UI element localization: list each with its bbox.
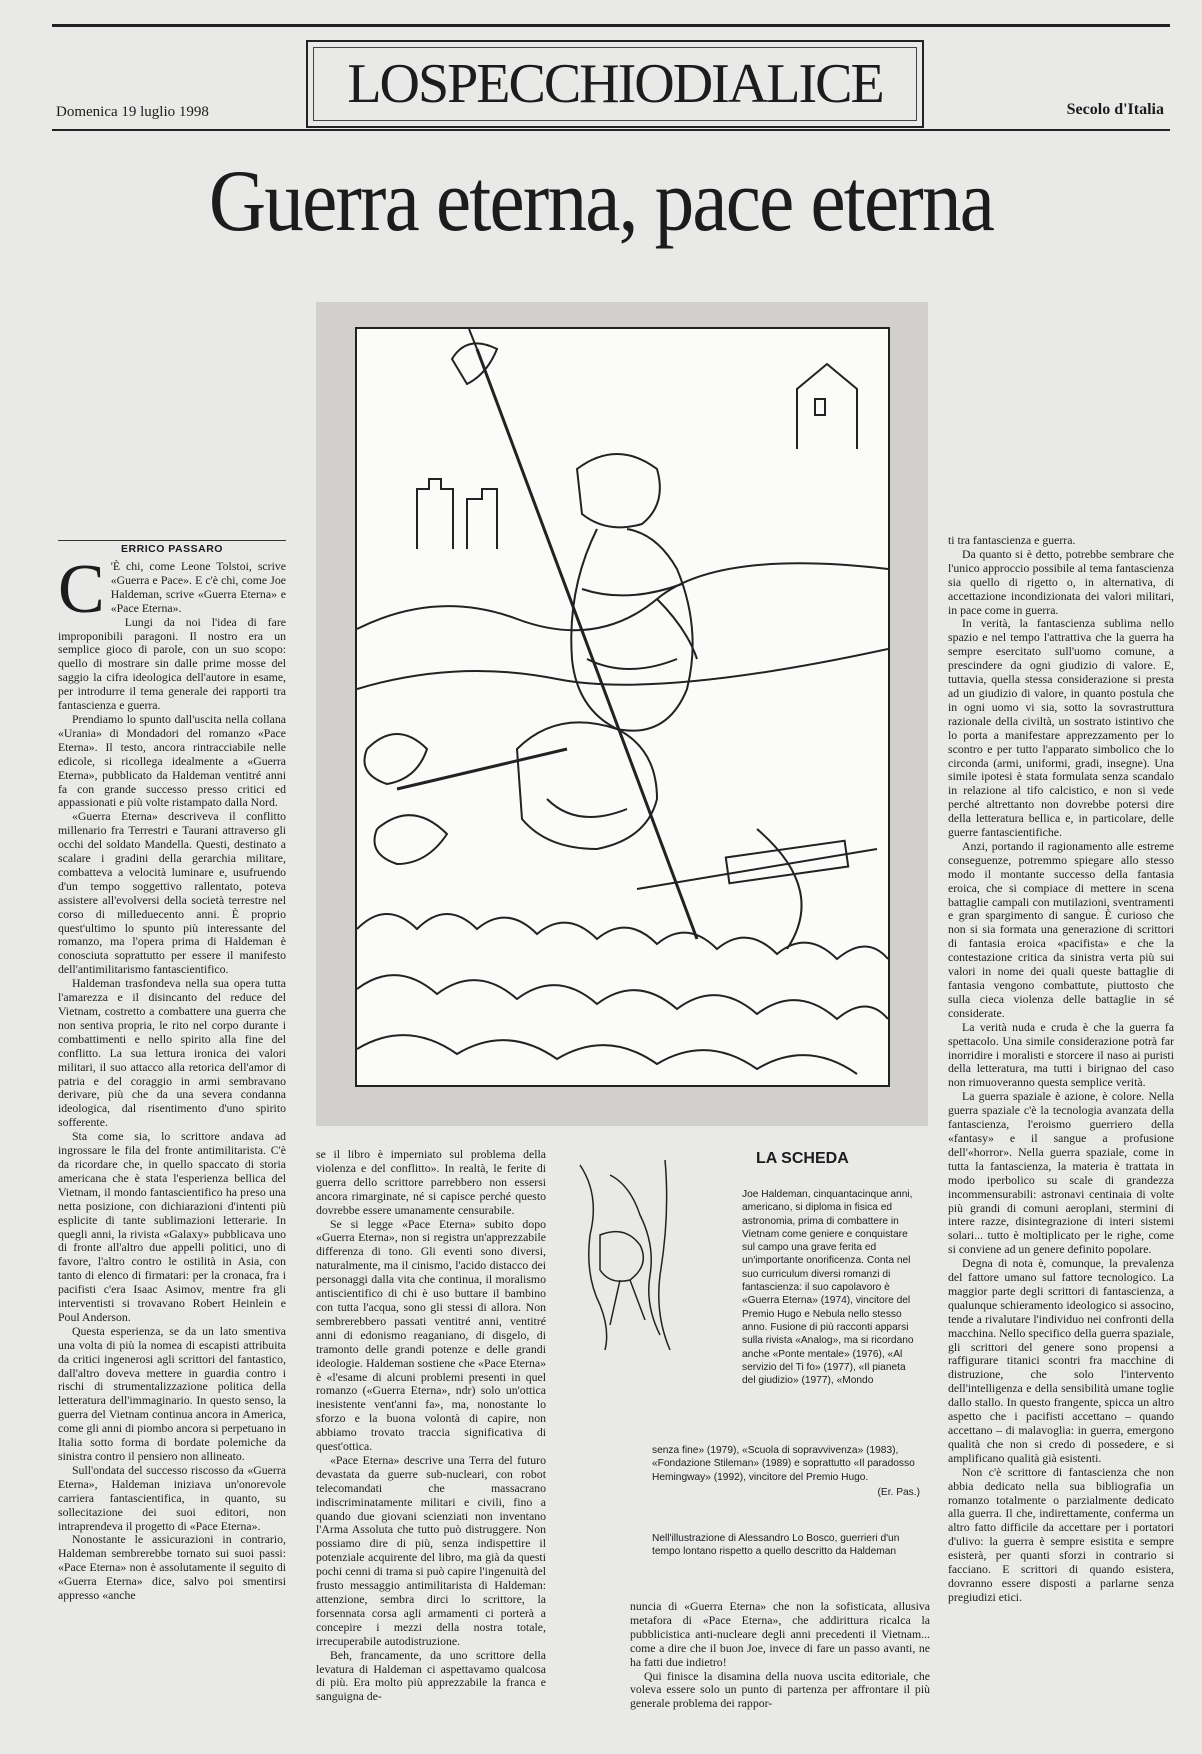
illustration-caption: Nell'illustrazione di Alessandro Lo Bosco, guerrieri d'un tempo lontano rispetto a quello descritto da Haldeman <box>652 1533 900 1558</box>
masthead-box <box>306 40 924 128</box>
paragraph: Non c'è scrittore di fantascienza che non abbia dedicato nella sua bibliografia un romanzo totalmente o parzialmente dedicato alla guerra. Il che, indirettamente, conferma un altro fatto difficile da accettare per i portatori d'ulivo: la guerra è sempre esistita e sempre esisterà, per quanti sforzi in contrario si facciano. E scrittori di quando esistera, dovranno essere disposti a parlarne senza pregiudizi etici. <box>948 1464 1174 1604</box>
paragraph: Prendiamo lo spunto dall'uscita nella collana «Urania» di Mondadori del romanzo «Pace Eterna». Il testo, ancora rintracciabile nelle edicole, si ricollega idealmente a «Guerra Eterna», pubblicato da Haldeman ventitré anni fa con grande successo presso critici ed appassionati e più volte ristampato dalla Nord. <box>58 711 286 810</box>
paragraph: ti tra fantascienza e guerra. <box>948 533 1076 547</box>
scheda-signature: (Er. Pas.) <box>877 1487 920 1498</box>
article-column-3-bottom <box>630 1600 930 1740</box>
scheda-title: LA SCHEDA <box>756 1150 849 1167</box>
paragraph: La verità nuda e cruda è che la guerra fa spettacolo. Una simile considerazione potrà far inorridire i moralisti e storcere il naso ai puristi della letteratura, ma tutti i birignao del caso non rimuoveranno questa semplice verità. <box>948 1019 1174 1090</box>
small-warrior-illustration-icon <box>570 1155 678 1355</box>
paragraph: Anzi, portando il ragionamento alle estreme conseguenze, potremmo spiegare allo stesso modo il montante successo della fantasia eroica, che si compiace di mettere in scena battaglie campali con mutilazioni, sventramenti e gran spargimento di sangue. È curioso che non si sia formata una generazione di scrittori di fantasia eroica «pacifista» e che la contestazione critica da sinistra verta più sui valori in nome dei quali queste battaglie di fantasia vengono combattute, piuttosto che sulla cieca violenza delle battaglie in sé considerate. <box>948 838 1174 1020</box>
warrior-illustration <box>355 327 890 1087</box>
paragraph: Sta come sia, lo scrittore andava ad ingrossare le fila del fronte antimilitarista. C'è da ricordare che, in quello spaccato di storia americana che è stata l'esperienza bellica del Vietnam, il mondo fantascientifico ha preso una netta posizione, con dichiarazioni d'intenti più esplicite di tante sublimazioni letterarie. In quegli anni, la rivista «Galaxy» pubblicava uno di fronte all'altro due appelli politici, uno di favore, l'altro contro le ostilità in Asia, con tanto di elenco di firmatari: per la cronaca, fra i pacifisti c'era Isaac Asimov, mentre fra gli interventisti si trovavano Robert Heinlein e Poul Anderson. <box>58 1129 286 1324</box>
paragraph: La guerra spaziale è azione, è colore. Nella guerra spaziale c'è la tecnologia avanzata della fantascienza, l'eroismo guerriero della «fantasy» e il sangue a profusione dell'«horror». Nella guerra spaziale, come in tutta la fantascienza, la materia è trattata in modo iperbolico su scale di grandezza incommensurabili: astronavi centinaia di volte più grandi di comuni aeroplani, stermini di intere razze, disintegrazione di interi sistemi solari... tutto è moltiplicato per le righe, come si conviene ad un genere definito popolare. <box>948 1089 1174 1257</box>
paragraph: se il libro è imperniato sul problema della violenza e del conflitto». In realtà, le ferite di guerra dello scrittore parrebbero non essersi ancora rimarginate, né si capisce perché questo dovrebbe essere umanamente censurabile. <box>316 1147 546 1217</box>
scheda-text: Joe Haldeman, cinquantacinque anni, americano, si diploma in fisica ed astronomia, prima di combattere in Vietnam come geniere e conquistare sul campo una grave ferita ed un'importante onorificenza. Conta nel suo curriculum diversi romanzi di fantascienza: il suo capolavoro è «Guerra Eterna» (1974), vincitore del Premio Hugo e Nebula nello stesso anno. Fusione di più racconti apparsi sulla rivista «Analog», ma si ricordano anche «Ponte mentale» (1976), «Al servizio del Ti fo» (1977), «Il pianeta del giudizio» (1977), «Mondo <box>742 1189 914 1387</box>
paragraph: nuncia di «Guerra Eterna» che non la sofisticata, allusiva metafora di «Pace Eterna», che addirittura ricalca la pubblicistica anti-nucleare degli anni precedenti il Vietnam... come a dire che il buon Joe, invece di fare un passo avanti, ne ha fatti due indietro! <box>630 1599 930 1669</box>
paragraph: Qui finisce la disamina della nuova uscita editoriale, che voleva essere solo un punto di partenza per affrontare il più generale problema dei rappor- <box>630 1668 930 1711</box>
headline: Guerra eterna, pace eterna <box>208 153 994 250</box>
paragraph: Nonostante le assicurazioni in contrario, Haldeman sembrerebbe tornato sui suoi passi: «Pace Eterna» non è assolutamente il seguito di «Guerra Eterna» dice, salvo poi smentirsi appresso «anche <box>58 1532 286 1603</box>
newspaper-name: Secolo d'Italia <box>1066 101 1164 118</box>
paragraph: «Pace Eterna» descrive una Terra del futuro devastata da guerre sub-nucleari, con robot telecomandati che massacrano indiscriminatamente militari e civili, fino a quando due giovani scienziati non inventano l'Arma Assoluta che tutto può distruggere. Non possiamo dire di più, senza indispettire il potenziale acquirente del libro, ma già da questi pochi cenni di trama si può capire l'ingenuità del frusto messaggio antimilitarista di Haldeman: attenzione, sembra dirci lo scrittore, la forsennata corsa agli armamenti ci porterà a concepire i mezzi della nostra totale, irrecuperabile autodistruzione. <box>316 1452 546 1648</box>
warrior-drawing-icon <box>357 329 888 1085</box>
article-column-2 <box>316 1148 546 1738</box>
paragraph: Da quanto si è detto, potrebbe sembrare che l'unico approccio possibile al tema fantascienza sia quello di rigetto o, in alternativa, di accettazione incondizionata dei valori militari, in pace come in guerra. <box>948 546 1174 617</box>
drop-cap: C <box>58 551 105 628</box>
paragraph: Sull'ondata del successo riscosso da «Guerra Eterna», Haldeman iniziava un'onorevole carriera fantascientifica, in quanto, su sollecitazione dei suoi editori, non intraprendeva il progetto di «Pace Eterna». <box>58 1462 286 1533</box>
paragraph: Lungi da noi l'idea di fare improponibili paragoni. Il nostro era un semplice gioco di parole, con un suo scopo: quello di mostrare sin dalle prime mosse del saggio la cifra ideologica dell'autore in esame, per introdurre il tema generale dei rapporti tra fantascienza e guerra. <box>58 614 286 713</box>
paragraph: C 'È chi, come Leone Tolstoi, scrive «Guerra e Pace». E c'è chi, come Joe Haldeman, scrive «Guerra Eterna» e «Pace Eterna». <box>58 551 286 628</box>
paragraph: Se si legge «Pace Eterna» subito dopo «Guerra Eterna», non si registra un'apprezzabile differenza di tono. Gli eventi sono diversi, naturalmente, ma il cinismo, l'acido distacco dei personaggi dalla vita che continua, il moralismo antiscientifico di chi è uso buttare il bambino con tutta l'acqua, sono gli stessi di allora. Non sembrerebbero passati ventitré anni, ventitré anni di edonismo reaganiano, di disgelo, di tramonto delle grandi potenze e delle grandi ideologie. Haldeman sostiene che «Pace Eterna» è «l'esame di alcuni problemi presenti in quel romanzo («Guerra Eterna», ndr) solo un'ottica inesistente vent'anni fa», ma, nonostante lo sforzo e la buona volontà di capire, non abbiamo trovato traccia significativa di quest'ottica. <box>316 1216 546 1454</box>
issue-date: Domenica 19 luglio 1998 <box>56 104 209 120</box>
paragraph: Questa esperienza, se da un lato smentiva una volta di più la nomea di escapisti attribuita da critici ingenerosi agli scrittori del fantastico, dall'altro doveva mettere in guardia contro i rischi di strumentalizzazione politica della letteratura dell'immaginario. In questo senso, la guerra del Vietnam continua ancora in America, come gli anni di piombo ancora si perpetuano in Italia sotto forma di bordate polemiche da sinistra contro il pensiero non allineato. <box>58 1323 287 1463</box>
author-byline: ERRICO PASSARO <box>58 540 286 555</box>
article-column-1 <box>58 551 287 1740</box>
article-column-4 <box>948 534 1174 1740</box>
paragraph: «Guerra Eterna» descriveva il conflitto millenario fra Terrestri e Taurani attraverso gli occhi del soldato Mandella. Questi, destinato a scalare i gradini della gerarchia militare, combatteva a velocità luminare e, usufruendo d'un tempo soggettivo rallentato, poteva assistere all'evolversi della società terrestre nel corso di milleduecento anni. È proprio quest'ultimo lo spunto più interessante del romanzo, ma l'opera prima di Haldeman è conosciuta soprattutto per essere il manifesto dell'antimilitarismo fantascientifico. <box>58 809 286 977</box>
paragraph: In verità, la fantascienza sublima nello spazio e nel tempo l'attrattiva che la guerra ha sempre esercitato sull'uomo comune, a prescindere da ogni giudizio di valore. E, tuttavia, quella stessa considerazione si presta ad un giudizio di valore, in quanto postula che in ogni uomo vi sia, sotto la sovrastruttura razionale della civiltà, un sostrato istintivo che lo porta a manifestare apprezzamento per lo scontro e per tutto l'apparato simbolico che lo circonda (armi, uniformi, gradi, insegne). Una simile ipotesi è stata formulata senza scandalo in relazione al tifo calcistico, e non si vede perché altrettanto non dovrebbe potersi dire della letteratura bellica e, in particolare, delle guerre fantascientifiche. <box>948 616 1174 840</box>
masthead-title: LOSPECCHIODIALICE <box>347 53 883 115</box>
paragraph: Beh, francamente, da uno scrittore della levatura di Haldeman ci aspettavamo qualcosa di più. Era molto più apprezzabile la franca e sanguigna de- <box>316 1647 546 1704</box>
scheda-text-continued: senza fine» (1979), «Scuola di sopravvivenza» (1983), «Fondazione Stileman» (1989) e soprattutto «Il paradosso Hemingway» (1992), vincitore del Premio Hugo. <box>652 1445 915 1483</box>
top-rule <box>52 24 1170 27</box>
paragraph: Haldeman trasfondeva nella sua opera tutta l'amarezza e il disincanto del reduce del Vietnam, costretto a combattere una guerra che non sentiva propria, le rito nel corpo durante i combattimenti e nello spirito alla fine del conflitto. La sua lettura ironica dei valori militari, il suo attacco alla retorica dell'amor di patria e del coraggio in armi sembravano derivare, più che da una severa condanna ideologica, dal risentimento d'uno spirito sofferente. <box>58 976 286 1130</box>
paragraph: Degna di nota è, comunque, la prevalenza del fattore umano sul fattore tecnologico. La maggior parte degli scrittori di fantascienza, a qualunque schieramento ideologico si associno, tende a rivalutare l'individuo nei confronti della macchina. Nello specifico della guerra spaziale, gli scrittori del genere sono propensi a raffigurare titanici scontri fra macchine di distruzione, che solo l'intervento dell'intelligenza e della sensibilità umane toglie dallo stallo. In questo frangente, spicca un altro aspetto che i pacifisti accettano – quando accettano – di malavoglia: in guerra, emergono qualità che non si credo di possedere, e si amplificano qualità già esistenti. <box>948 1256 1174 1465</box>
header-rule <box>52 129 1170 131</box>
